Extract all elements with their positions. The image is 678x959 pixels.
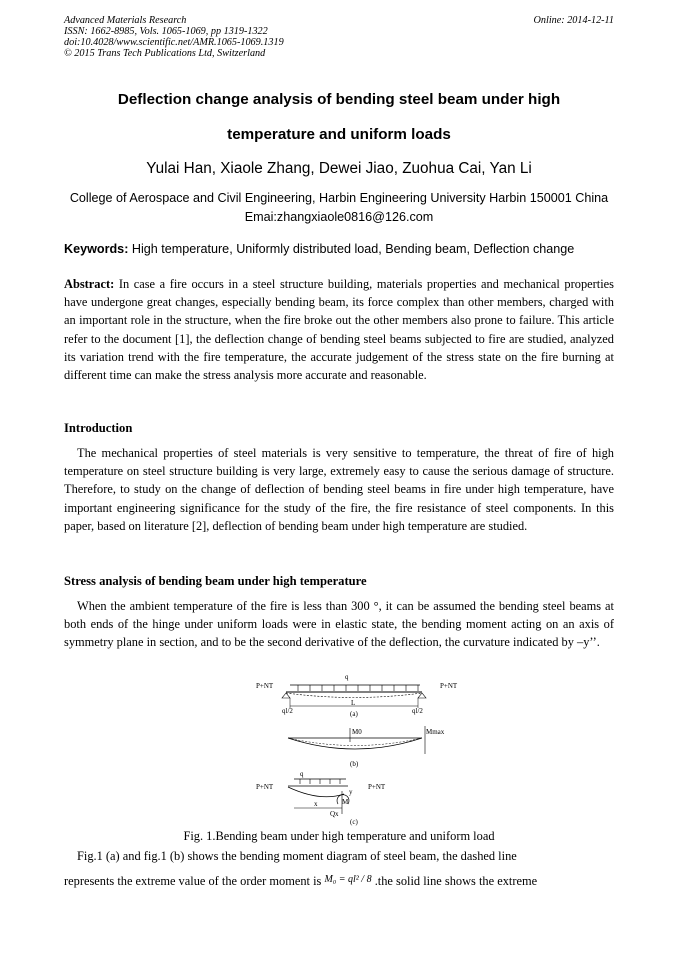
- affiliation-block: [40, 189, 638, 227]
- journal-name: Advanced Materials Research: [64, 15, 187, 26]
- stress-heading: Stress analysis of bending beam under high temperature: [64, 574, 367, 588]
- fig-c-m-label: M: [342, 798, 349, 806]
- fig-b-m0-label: M0: [352, 728, 362, 736]
- keywords-label: Keywords:: [64, 242, 129, 256]
- fig-b-mmax-label: Mmax: [426, 728, 445, 736]
- intro-heading: Introduction: [64, 421, 133, 435]
- fig-b-label: (b): [350, 760, 359, 768]
- moment-equation: M₀ = ql² / 8: [324, 874, 372, 885]
- fig-a-right-reaction: ql/2: [412, 707, 423, 715]
- issn: ISSN: 1662-8985, Vols. 1065-1069, pp 1319-1322: [64, 26, 268, 37]
- doi: doi:10.4028/www.scientific.net/AMR.1065-1069.1319: [64, 37, 284, 48]
- fig-c-y-label: y: [349, 788, 353, 796]
- figure-paragraph-line2: [64, 871, 614, 890]
- fig-c-right-force: P+NT: [368, 783, 386, 791]
- fig-c-left-force: P+NT: [256, 783, 274, 791]
- figure-caption: Fig. 1.Bending beam under high temperature and uniform load: [183, 829, 495, 843]
- fig-a-right-force: P+NT: [440, 682, 458, 690]
- fig-para-text-b: .the solid line shows the extreme: [374, 874, 538, 888]
- fig-a-span-label: L: [351, 699, 356, 707]
- authors: Yulai Han, Xiaole Zhang, Dewei Jiao, Zuohua Cai, Yan Li: [146, 160, 532, 177]
- abstract: [64, 275, 614, 384]
- abstract-label: Abstract:: [64, 277, 115, 291]
- stress-paragraph: When the ambient temperature of the fire is less than 300 °, it can be assumed the bending steel beams at both ends of the hinge under uniform loads were in elastic state, the bending moment acting on an axis of symmetry plane in section, and to be the second derivative of the deflection, the curvature indicated by –y’’.: [64, 599, 614, 650]
- fig-c-load-label: q: [300, 770, 304, 778]
- fig-a-label: (a): [350, 710, 358, 718]
- figure-b: [288, 726, 445, 768]
- figure-a: [256, 673, 458, 718]
- beam-figure: [250, 673, 458, 826]
- fig-para-text-a: represents the extreme value of the order moment is: [64, 874, 322, 888]
- copyright: © 2015 Trans Tech Publications Ltd, Switzerland: [64, 48, 266, 59]
- fig-c-x-label: x: [314, 800, 318, 808]
- online-date: Online: 2014-12-11: [533, 15, 614, 26]
- paper-title-line2: temperature and uniform loads: [227, 126, 451, 143]
- affiliation: College of Aerospace and Civil Engineering, Harbin Engineering University Harbin 150001 China: [69, 191, 609, 205]
- paper-title-line1: Deflection change analysis of bending steel beam under high: [117, 91, 561, 108]
- fig-c-label: (c): [350, 818, 358, 826]
- figure-c: [256, 770, 386, 826]
- intro-paragraph: The mechanical properties of steel materials is very sensitive to temperature, the threat of fire of high temperature on steel structure building is very large, extremely easy to cause the serious damage of structure. Therefore, to study on the change of deflection of bending steel beams in fire under high temperature, have important engineering significance for the study of the fire, the fire resistance of steel components. In this paper, based on literature [2], deflection of bending beam under high temperature are studied.: [64, 446, 614, 533]
- email: Emai:zhangxiaole0816@126.com: [244, 210, 434, 224]
- fig-a-left-reaction: ql/2: [282, 707, 293, 715]
- fig-a-left-force: P+NT: [256, 682, 274, 690]
- journal-header: [64, 15, 614, 59]
- keywords: [64, 242, 614, 256]
- fig-c-qx-label: Qx: [330, 810, 339, 818]
- fig-a-load-label: q: [345, 673, 349, 681]
- figure-paragraph-line1: Fig.1 (a) and fig.1 (b) shows the bending moment diagram of steel beam, the dashed line: [77, 849, 517, 863]
- abstract-text: In case a fire occurs in a steel structure building, materials properties and mechanical properties have undergone great changes, especially bending beam, its force complex than other members, charged with an important role in the structure, when the fire broke out the other members also prone to failure. This article refer to the document [1], the deflection change of bending steel beams subjected to fire are studied, analyzed its variation trend with the fire temperature, the accurate judgement of the stress state on the fire burning at different time can make the stress analysis more accurate and reasonable.: [64, 277, 614, 383]
- keywords-text: High temperature, Uniformly distributed load, Bending beam, Deflection change: [131, 242, 575, 256]
